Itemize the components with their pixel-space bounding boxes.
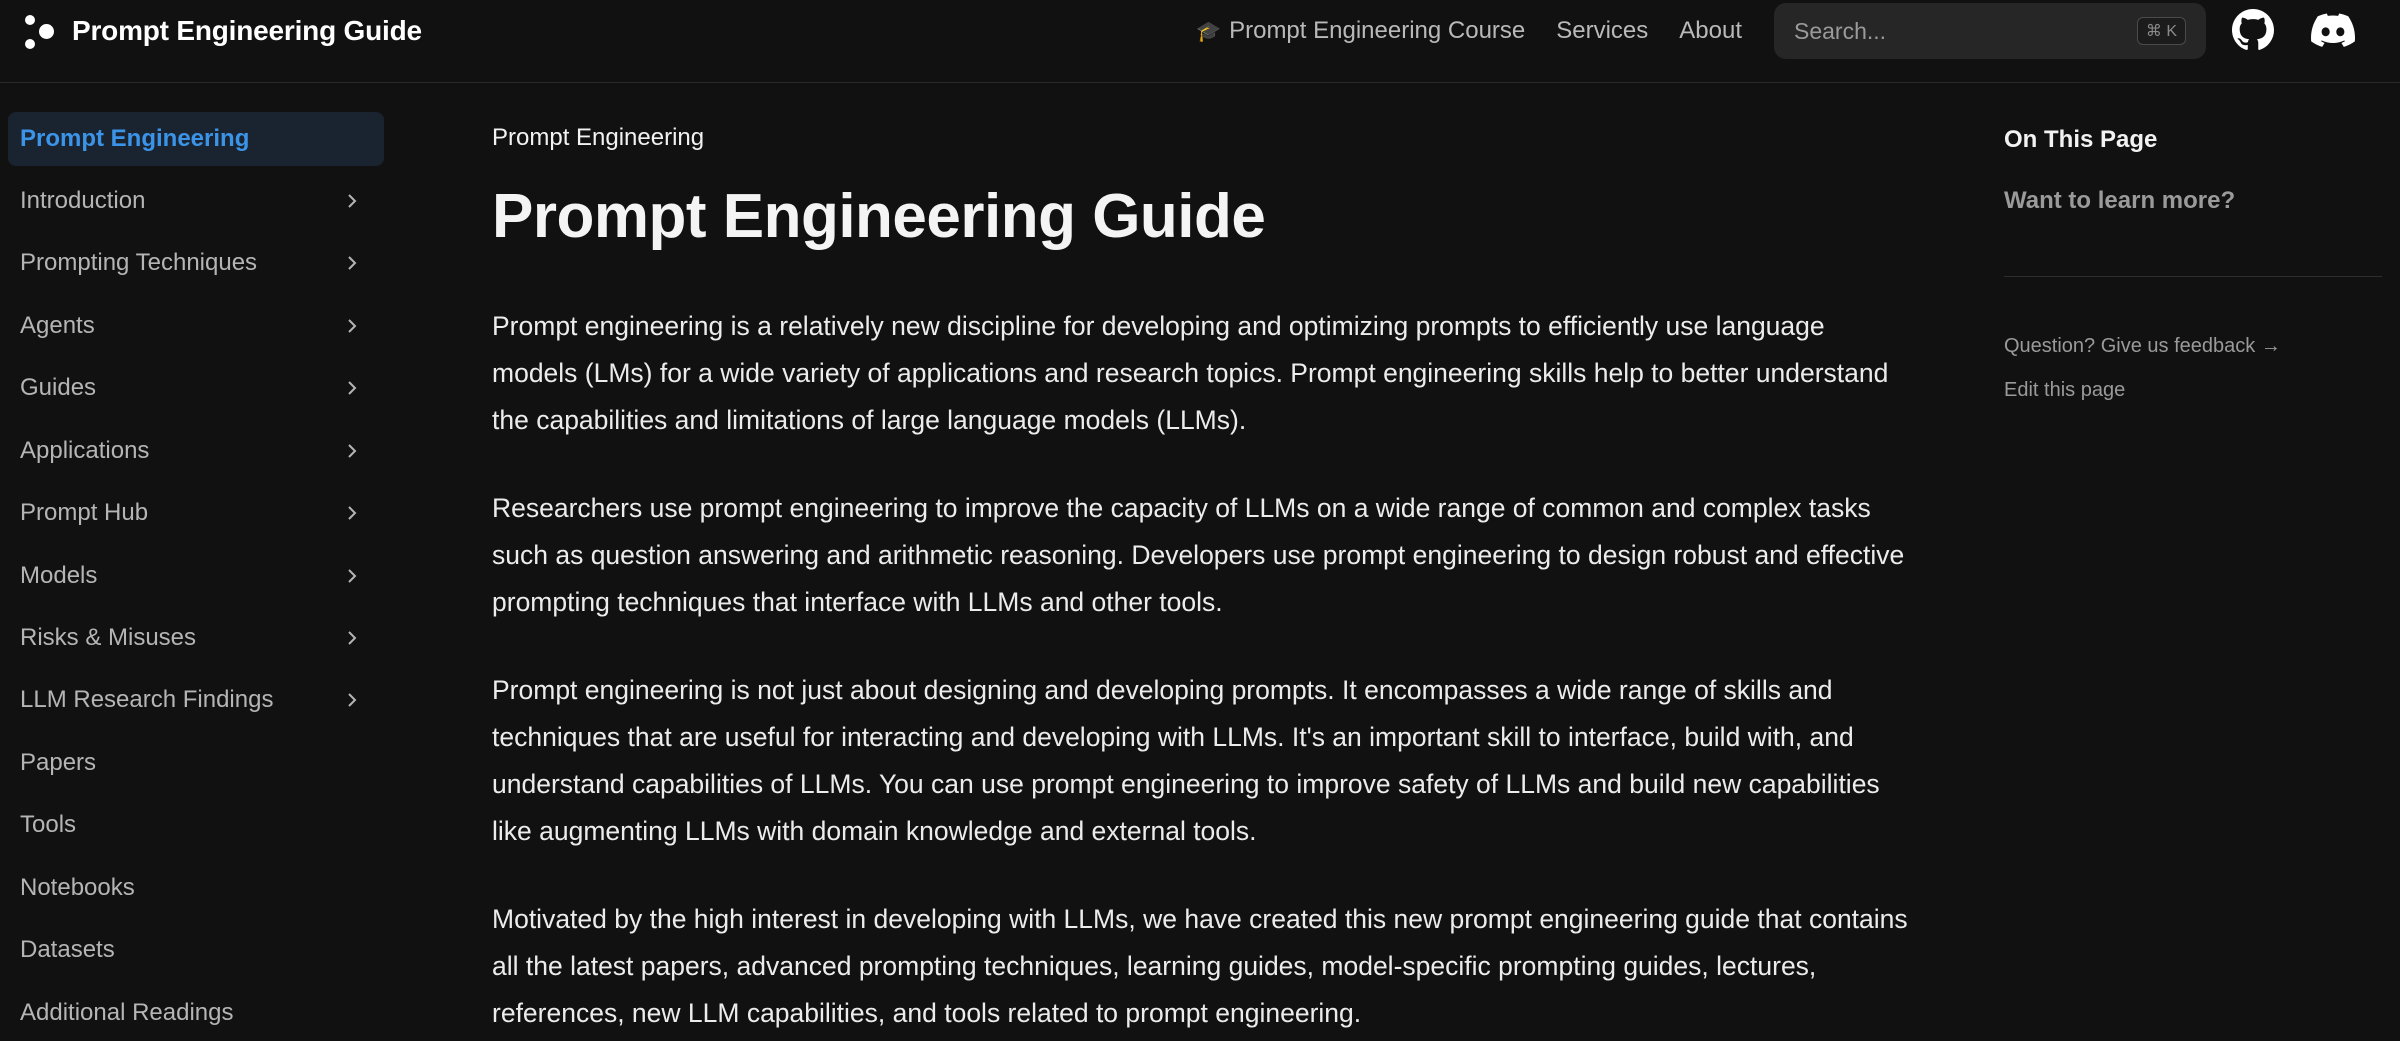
sidebar-item-tools[interactable] [8, 798, 384, 852]
sidebar-item-label: Guides [20, 374, 97, 401]
sidebar-item-prompting-techniques[interactable] [8, 236, 384, 290]
sidebar-item-prompt-engineering[interactable] [8, 112, 384, 166]
sidebar-item-datasets[interactable] [8, 923, 384, 977]
github-icon[interactable] [2231, 8, 2275, 52]
sidebar-item-label: Applications [20, 437, 150, 464]
search-box[interactable] [1774, 3, 2206, 59]
sidebar-item-llm-research-findings[interactable] [8, 673, 384, 727]
sidebar-item-label: Datasets [20, 936, 115, 963]
sidebar-item-introduction[interactable] [8, 174, 384, 228]
feedback-link[interactable]: Question? Give us feedback → [2004, 335, 2281, 357]
sidebar-item-label: Agents [20, 312, 95, 339]
sidebar-item-label: Additional Readings [20, 999, 234, 1026]
sidebar-item-label: Tools [20, 811, 77, 838]
sidebar-item-models[interactable] [8, 549, 384, 603]
sidebar-item-label: Notebooks [20, 874, 135, 901]
sidebar-item-label: LLM Research Findings [20, 686, 274, 713]
intro-paragraph-2: Researchers use prompt engineering to improve the capacity of LLMs on a wide range of common and complex tasks such as question answering and arithmetic reasoning. Developers use prompt engineering to design robust and effective prompting techniques that interface with LLMs and other tools. [492, 493, 1905, 617]
chevron-right-icon [342, 441, 362, 461]
graduation-cap-icon: 🎓 [1196, 20, 1222, 43]
search-shortcut-badge: ⌘ K [2137, 17, 2186, 45]
sidebar-item-prompt-hub[interactable] [8, 486, 384, 540]
intro-paragraph-1: Prompt engineering is a relatively new discipline for developing and optimizing prompts to efficiently use language models (LMs) for a wide variety of applications and research topics. Prompt engineering skills help to better understand the capabilities and limitations of large language models (LLMs). [492, 311, 1889, 435]
sidebar-item-guides[interactable] [8, 361, 384, 415]
discord-icon[interactable] [2311, 8, 2355, 52]
sidebar-item-label: Prompt Hub [20, 499, 149, 526]
sidebar-item-label: Prompt Engineering [20, 125, 250, 152]
sidebar-item-label: Prompting Techniques [20, 249, 258, 276]
chevron-right-icon [342, 503, 362, 523]
sidebar-item-agents[interactable] [8, 299, 384, 353]
toc-link-want-to-learn-more[interactable]: Want to learn more? [2004, 187, 2236, 214]
sidebar-item-papers[interactable] [8, 736, 384, 790]
logo-icon [22, 11, 58, 51]
nav-link-course[interactable] [1196, 17, 1525, 45]
sidebar-item-notebooks[interactable] [8, 861, 384, 915]
chevron-right-icon [342, 253, 362, 273]
sidebar-item-label: Risks & Misuses [20, 624, 197, 651]
page-title: Prompt Engineering Guide [492, 182, 1266, 251]
sidebar-item-label: Models [20, 562, 98, 589]
chevron-right-icon [342, 191, 362, 211]
sidebar-item-applications[interactable] [8, 424, 384, 478]
chevron-right-icon [342, 378, 362, 398]
sidebar-item-additional-readings[interactable] [8, 986, 384, 1040]
chevron-right-icon [342, 566, 362, 586]
sidebar-item-label: Introduction [20, 187, 146, 214]
nav-link-about[interactable]: About [1679, 17, 1742, 44]
site-title: Prompt Engineering Guide [72, 15, 422, 46]
chevron-right-icon [342, 628, 362, 648]
intro-paragraph-4: Motivated by the high interest in developing with LLMs, we have created this new prompt engineering guide that contains all the latest papers, advanced prompting techniques, learning guides, model-specific prompting guides, lectures, references, new LLM capabilities, and tools related to prompt engineering. [492, 904, 1908, 1028]
intro-paragraph-3: Prompt engineering is not just about designing and developing prompts. It encompasses a wide range of skills and techniques that are useful for interacting and developing with LLMs. It's an important skill to interface, build with, and understand capabilities of LLMs. You can use prompt engineering to improve safety of LLMs and build new capabilities like augmenting LLMs with domain knowledge and external tools. [492, 675, 1880, 846]
search-input[interactable] [1794, 18, 2137, 45]
chevron-right-icon [342, 690, 362, 710]
toc-divider [2004, 276, 2382, 277]
chevron-right-icon [342, 316, 362, 336]
edit-page-link[interactable]: Edit this page [2004, 379, 2126, 401]
top-navbar [0, 0, 2400, 83]
sidebar [0, 83, 390, 1041]
nav-link-course-label: Prompt Engineering Course [1229, 17, 1526, 44]
nav-link-services[interactable]: Services [1556, 17, 1649, 44]
toc-heading: On This Page [2004, 126, 2158, 153]
top-nav-links [1196, 0, 1742, 62]
sidebar-item-label: Papers [20, 749, 97, 776]
breadcrumb: Prompt Engineering [492, 124, 705, 151]
site-logo-link[interactable] [22, 8, 422, 54]
sidebar-item-risks-misuses[interactable] [8, 611, 384, 665]
